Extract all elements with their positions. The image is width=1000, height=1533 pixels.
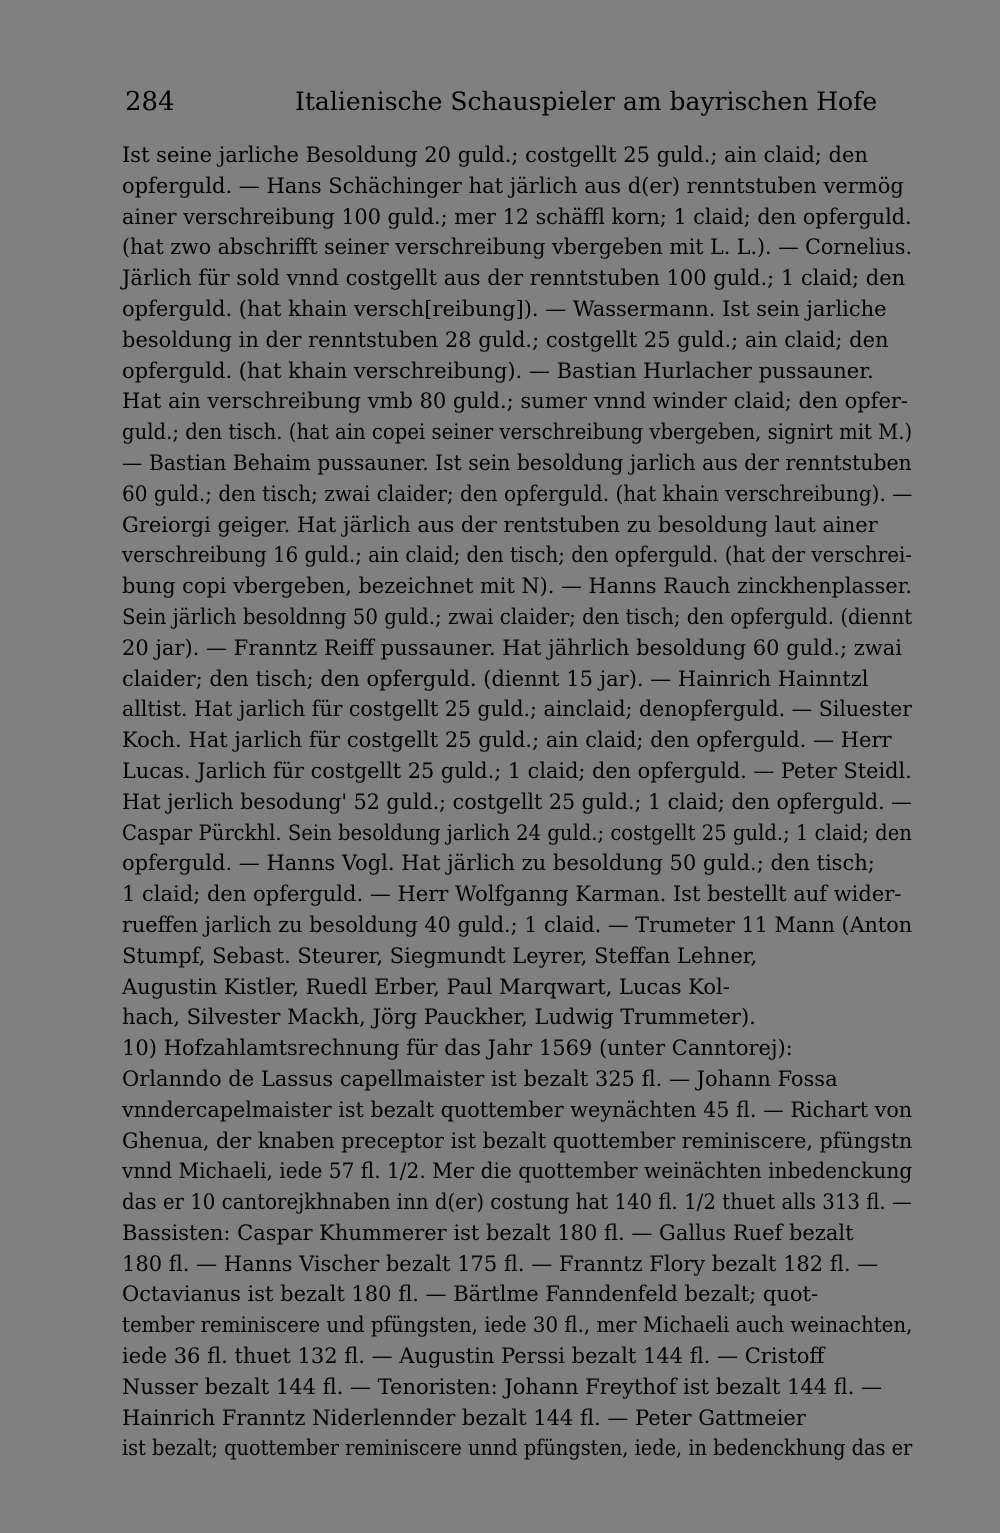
text-line: opferguld. (hat khain versch[reibung]). — Wassermann. Ist sein jarliche <box>122 296 887 321</box>
text-line: Greiorgi geiger. Hat järlich aus der rentstuben zu besoldung laut ainer <box>122 512 878 537</box>
text-line: 20 jar). — Franntz Reiff pussauner. Hat jährlich besoldung 60 guld.; zwai <box>122 635 902 660</box>
text-line: Octavianus ist bezalt 180 fl. — Bärtlme Fanndenfeld bezalt; quot- <box>122 1282 819 1307</box>
text-line: ist bezalt; quottember reminiscere unnd pfüngsten, iede, in bedenckhung das er <box>122 1436 913 1461</box>
text-line: Sein järlich besoldnng 50 guld.; zwai claider; den tisch; den opferguld. (diennt <box>122 604 913 629</box>
text-line: vnndercapelmaister ist bezalt quottember weynächten 45 fl. — Richart von <box>122 1097 913 1122</box>
text-line: rueffen jarlich zu besoldung 40 guld.; 1 claid. — Trumeter 11 Mann (Anton <box>122 912 913 937</box>
text-line: Nusser bezalt 144 fl. — Tenoristen: Johann Freythof ist bezalt 144 fl. — <box>122 1374 883 1399</box>
text-line: — Bastian Behaim pussauner. Ist sein besoldung jarlich aus der renntstuben <box>122 450 912 475</box>
text-line: Järlich für sold vnnd costgellt aus der renntstuben 100 guld.; 1 claid; den <box>122 266 906 291</box>
text-line: Hat jerlich besodung' 52 guld.; costgellt 25 guld.; 1 claid; den opferguld. — <box>122 789 912 814</box>
text-line: das er 10 cantorejkhnaben inn d(er) costung hat 140 fl. 1/2 thuet alls 313 fl. — <box>122 1190 912 1215</box>
text-line: (hat zwo abschrifft seiner verschreibung vbergeben mit L. L.). — Cornelius. <box>122 235 912 260</box>
text-line: Orlanndo de Lassus capellmaister ist bezalt 325 fl. — Johann Fossa <box>122 1066 838 1091</box>
text-line: 180 fl. — Hanns Vischer bezalt 175 fl. — Franntz Flory bezalt 182 fl. — <box>122 1251 879 1276</box>
text-line: alltist. Hat jarlich für costgellt 25 guld.; ainclaid; denopferguld. — Siluester <box>122 697 913 722</box>
running-head <box>125 84 915 120</box>
text-line: bung copi vbergeben, bezeichnet mit N). — Hanns Rauch zinckhenplasser. <box>122 574 913 599</box>
text-line: 1 claid; den opferguld. — Herr Wolfganng Karman. Ist bestellt auf wider- <box>122 882 902 907</box>
text-line: opferguld. — Hanns Vogl. Hat järlich zu besoldung 50 guld.; den tisch; <box>122 851 875 876</box>
text-line: opferguld. (hat khain verschreibung). — Bastian Hurlacher pussauner. <box>122 358 874 383</box>
text-line: opferguld. — Hans Schächinger hat järlich aus d(er) renntstuben vermög <box>122 173 904 198</box>
text-line: Caspar Pürckhl. Sein besoldung jarlich 24 guld.; costgellt 25 guld.; 1 claid; den <box>122 820 912 845</box>
text-line: verschreibung 16 guld.; ain claid; den tisch; den opferguld. (hat der verschrei- <box>122 543 912 568</box>
text-line: Ghenua, der knaben preceptor ist bezalt quottember reminiscere, pfüngstn <box>122 1128 913 1153</box>
body-text <box>122 140 922 1464</box>
text-line: claider; den tisch; den opferguld. (diennt 15 jar). — Hainrich Hainntzl <box>122 666 869 691</box>
text-line: Hainrich Franntz Niderlennder bezalt 144 fl. — Peter Gattmeier <box>122 1405 806 1430</box>
text-line: Stumpf, Sebast. Steurer, Siegmundt Leyrer, Steffan Lehner, <box>122 943 758 968</box>
page-number: 284 <box>125 87 175 117</box>
text-line: Ist seine jarliche Besoldung 20 guld.; costgellt 25 guld.; ain claid; den <box>122 143 868 167</box>
running-title: Italienische Schauspieler am bayrischen Hofe <box>295 87 878 116</box>
text-line: vnnd Michaeli, iede 57 fl. 1/2. Mer die quottember weinächten inbedenckung <box>122 1159 913 1184</box>
text-line: hach, Silvester Mackh, Jörg Pauckher, Ludwig Trummeter). <box>122 1005 756 1030</box>
text-line: tember reminiscere und pfüngsten, iede 30 fl., mer Michaeli auch weinachten, <box>122 1313 913 1338</box>
text-line: iede 36 fl. thuet 132 fl. — Augustin Perssi bezalt 144 fl. — Cristoff <box>122 1344 825 1369</box>
text-line: guld.; den tisch. (hat ain copei seiner verschreibung vbergeben, signirt mit M.) <box>122 420 913 445</box>
text-line: Hat ain verschreibung vmb 80 guld.; sumer vnnd winder claid; den opfer- <box>122 389 909 414</box>
text-line: 60 guld.; den tisch; zwai claider; den opferguld. (hat khain verschreibung). — <box>122 481 913 506</box>
text-line: Lucas. Jarlich für costgellt 25 guld.; 1 claid; den opferguld. — Peter Steidl. <box>122 758 912 783</box>
text-line: Augustin Kistler, Ruedl Erber, Paul Marqwart, Lucas Kol- <box>122 974 730 999</box>
text-line: besoldung in der renntstuben 28 guld.; costgellt 25 guld.; ain claid; den <box>122 327 889 352</box>
text-line: ainer verschreibung 100 guld.; mer 12 schäffl korn; 1 claid; den opferguld. <box>122 204 912 229</box>
text-line: 10) Hofzahlamtsrechnung für das Jahr 1569 (unter Canntorej): <box>122 1036 793 1061</box>
text-line: Bassisten: Caspar Khummerer ist bezalt 180 fl. — Gallus Ruef bezalt <box>122 1220 854 1245</box>
text-line: Koch. Hat jarlich für costgellt 25 guld.; ain claid; den opferguld. — Herr <box>122 728 892 753</box>
